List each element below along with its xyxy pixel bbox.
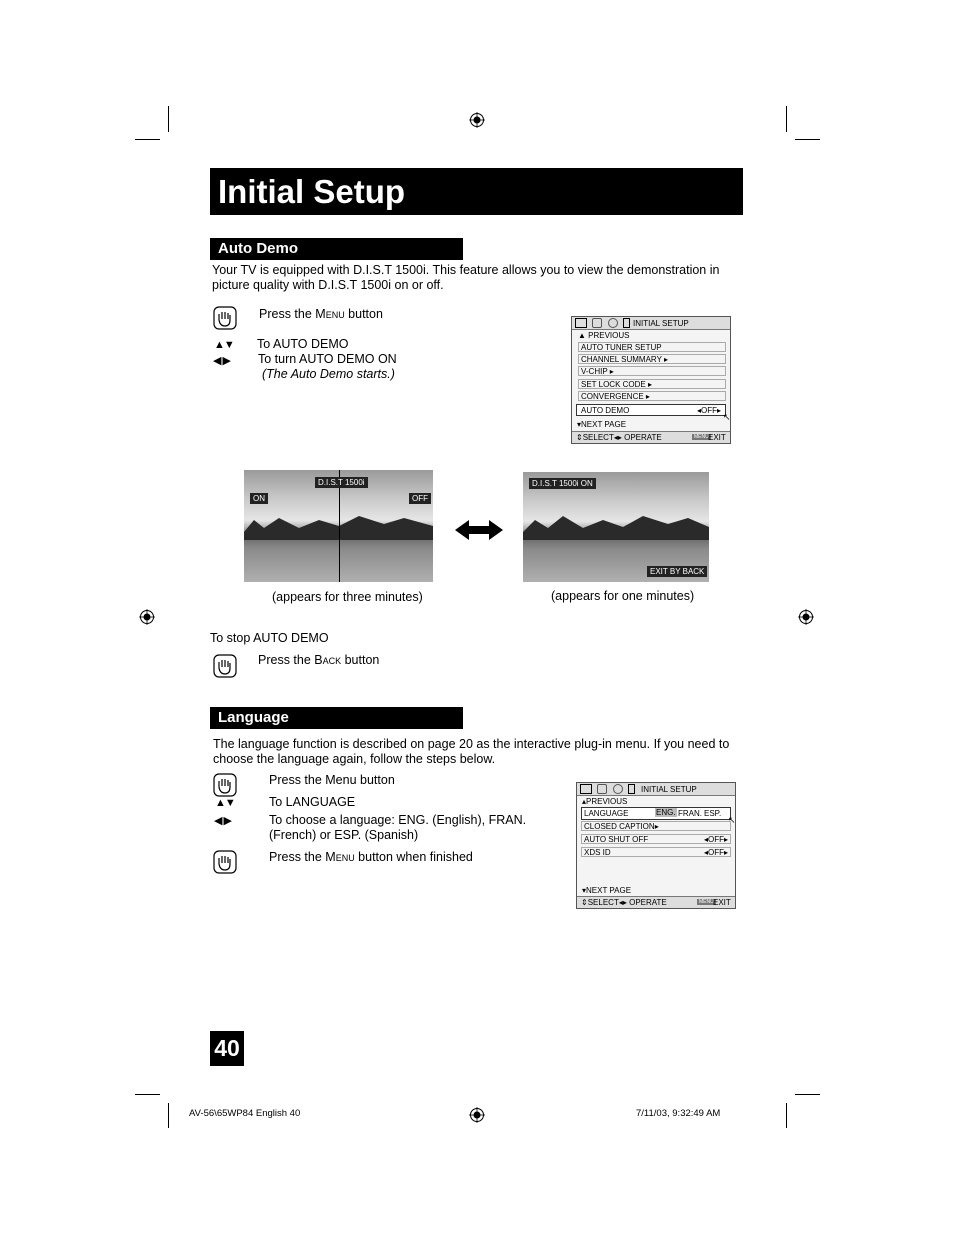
osd-item-auto-demo[interactable]: AUTO DEMO	[581, 406, 630, 415]
hand-press-icon	[213, 654, 237, 678]
osd-header	[572, 317, 730, 330]
caption-right: (appears for one minutes)	[551, 589, 695, 603]
crop-mark	[786, 1103, 787, 1128]
crop-mark	[135, 1094, 160, 1095]
lock-icon	[623, 318, 630, 328]
double-arrow-icon	[453, 518, 505, 542]
auto-demo-step2: To AUTO DEMO	[257, 337, 349, 351]
up-down-arrows-icon: ▲▼	[215, 797, 235, 809]
osd-item-auto-demo-value[interactable]: ◂OFF▸	[697, 406, 722, 415]
osd-header-title: INITIAL SETUP	[641, 785, 697, 794]
osd-footer-exit: EXIT	[708, 433, 726, 442]
language-step3-line1: To choose a language: ENG. (English), FRAN.	[269, 813, 527, 827]
crop-mark	[168, 106, 169, 132]
left-right-arrows-icon: ◀ ▶	[214, 815, 231, 827]
osd-item-channel-summary[interactable]: CHANNEL SUMMARY ▸	[581, 355, 669, 364]
registration-mark-icon	[469, 1107, 485, 1123]
osd-item-closed-caption[interactable]: CLOSED CAPTION▸	[584, 822, 659, 831]
section-heading-auto-demo: Auto Demo	[210, 238, 463, 260]
dist-on-label: D.I.S.T 1500i ON	[529, 478, 596, 489]
left-right-arrows-icon: ◀ ▶	[213, 355, 230, 367]
osd-item-auto-tuner-setup[interactable]: AUTO TUNER SETUP	[581, 343, 662, 352]
osd-lang-eng[interactable]: ENG.	[656, 808, 676, 817]
footer-file-info: AV-56\65WP84 English 40	[189, 1108, 301, 1119]
crop-mark	[786, 106, 787, 132]
section-heading-language: Language	[210, 707, 463, 729]
osd-next-page[interactable]: ▾NEXT PAGE	[582, 886, 632, 895]
exit-by-back-label: EXIT BY BACK	[647, 566, 707, 577]
auto-demo-step1: Press the Menu button	[259, 307, 383, 321]
osd-lang-fran[interactable]: FRAN.	[678, 809, 702, 818]
page-number: 40	[210, 1031, 244, 1066]
stop-auto-demo-label: To stop AUTO DEMO	[210, 631, 329, 645]
osd-tab-icon	[575, 318, 587, 328]
cursor-icon: ↖	[723, 412, 731, 422]
up-down-arrows-icon: ▲▼	[214, 339, 234, 351]
auto-demo-intro-line1: Your TV is equipped with D.I.S.T 1500i. This feature allows you to view the demonstration in	[212, 263, 720, 277]
osd-header	[577, 783, 735, 796]
stop-step: Press the Back button	[258, 653, 380, 667]
osd-header-title: INITIAL SETUP	[633, 319, 689, 328]
osd-item-language[interactable]: LANGUAGE	[584, 809, 629, 818]
demo-full-screen-image	[523, 472, 709, 582]
language-intro-line1: The language function is described on page 20 as the interactive plug-in menu. If you need to	[213, 737, 730, 751]
osd-footer-select: ⇕SELECT◂▸ OPERATE	[581, 898, 667, 907]
osd-tab-icon	[597, 784, 607, 794]
language-step1: Press the Menu button	[269, 773, 395, 787]
osd-item-auto-shut-off[interactable]: AUTO SHUT OFF	[584, 835, 649, 844]
osd-footer	[577, 896, 735, 908]
language-intro-line2: choose the language again, follow the steps below.	[213, 752, 496, 766]
on-label: ON	[250, 493, 268, 504]
registration-mark-icon	[139, 609, 155, 625]
osd-menu-language	[576, 782, 736, 909]
osd-tab-icon	[592, 318, 602, 328]
auto-demo-note: (The Auto Demo starts.)	[262, 367, 395, 381]
osd-tab-icon	[580, 784, 592, 794]
osd-footer-select: ⇕SELECT◂▸ OPERATE	[576, 433, 662, 442]
registration-mark-icon	[469, 112, 485, 128]
auto-demo-step3: To turn AUTO DEMO ON	[258, 352, 397, 366]
menu-key-icon: MENU	[699, 899, 714, 905]
language-step2: To LANGUAGE	[269, 795, 356, 809]
osd-item-xds-id-value[interactable]: ◂OFF▸	[704, 848, 729, 857]
osd-item-xds-id[interactable]: XDS ID	[584, 848, 611, 857]
footer-timestamp: 7/11/03, 9:32:49 AM	[636, 1108, 721, 1119]
lock-icon	[628, 784, 635, 794]
crop-mark	[135, 139, 160, 140]
language-step4: Press the Menu button when finished	[269, 850, 473, 864]
osd-footer-exit: EXIT	[713, 898, 731, 907]
dist-label: D.I.S.T 1500i	[315, 477, 368, 488]
crop-mark	[168, 1103, 169, 1128]
demo-split-screen-image	[244, 470, 433, 582]
registration-mark-icon	[798, 609, 814, 625]
hand-press-icon	[213, 850, 237, 874]
osd-previous[interactable]: ▲ PREVIOUS	[578, 331, 630, 340]
osd-lang-esp[interactable]: ESP.	[704, 809, 722, 818]
osd-item-auto-shut-off-value[interactable]: ◂OFF▸	[704, 835, 729, 844]
osd-item-convergence[interactable]: CONVERGENCE ▸	[581, 392, 650, 401]
crop-mark	[795, 1094, 820, 1095]
osd-previous[interactable]: ▴PREVIOUS	[582, 797, 628, 806]
osd-footer	[572, 431, 730, 443]
cursor-icon: ↖	[728, 815, 736, 825]
crop-mark	[795, 139, 820, 140]
caption-left: (appears for three minutes)	[272, 590, 423, 604]
osd-tab-icon	[608, 318, 618, 328]
language-step3-line2: (French) or ESP. (Spanish)	[269, 828, 419, 842]
osd-menu-initial-setup	[571, 316, 731, 444]
osd-item-v-chip[interactable]: V-CHIP ▸	[581, 367, 614, 376]
page-title: Initial Setup	[210, 168, 743, 215]
osd-next-page[interactable]: ▾NEXT PAGE	[577, 420, 627, 429]
hand-press-icon	[213, 773, 237, 797]
osd-tab-icon	[613, 784, 623, 794]
osd-item-set-lock-code[interactable]: SET LOCK CODE ▸	[581, 380, 653, 389]
menu-key-icon: MENU	[694, 434, 709, 440]
hand-press-icon	[213, 306, 237, 330]
auto-demo-intro-line2: picture quality with D.I.S.T 1500i on or off.	[212, 278, 444, 292]
off-label: OFF	[409, 493, 431, 504]
